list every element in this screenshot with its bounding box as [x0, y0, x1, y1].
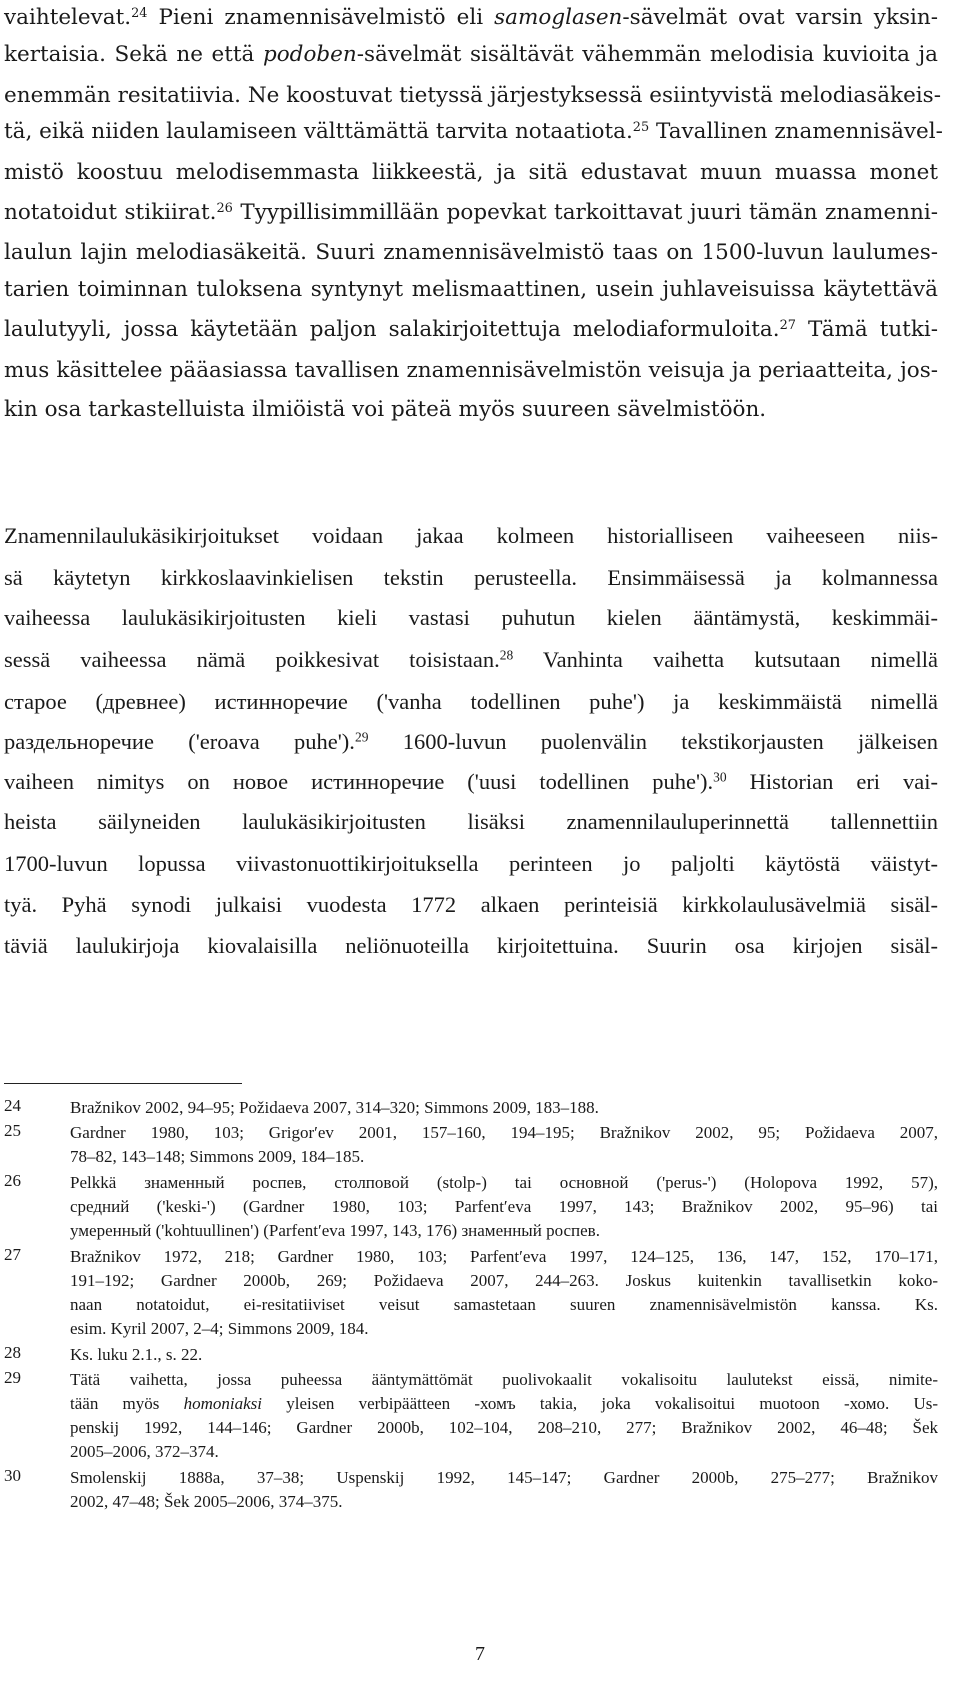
footnote-number: 28 — [4, 1343, 21, 1362]
text-run: Pelkkä знаменный роспев, столповой (stolp-) tai основной ('perus-') (Holopova 1992, 57), — [70, 1173, 938, 1192]
footnote-reference: 30 — [713, 769, 727, 785]
text-run: Bražnikov 1972, 218; Gardner 1980, 103; Parfentʹeva 1997, 124–125, 136, 147, 152, 170–171, — [70, 1247, 938, 1266]
footnote-line — [70, 1245, 938, 1269]
footnote-line — [70, 1219, 938, 1243]
footnote-reference: 24 — [131, 5, 148, 21]
text-run: -sävelmät sisältävät vähemmän melodisia kuvioita ja — [356, 42, 938, 67]
footnote-line — [70, 1440, 938, 1464]
text-run: Smolenskij 1888a, 37–38; Uspenskij 1992, 145–147; Gardner 2000b, 275–277; Bražnikov — [70, 1468, 938, 1487]
italic-term: homoniaksi — [183, 1394, 262, 1413]
footnote-number: 30 — [4, 1466, 21, 1485]
footnote-line — [70, 1145, 938, 1169]
text-run: kin osa tarkastelluista ilmiöistä voi päteä myös suureen sävelmistöön. — [4, 397, 767, 422]
text-run: Pieni znamennisävelmistö eli — [147, 5, 495, 30]
text-run: 1600-luvun puolenvälin tekstikorjausten jälkeisen — [368, 729, 938, 754]
text-run: tä, eikä niiden laulamiseen välttämättä tarvita notaatiota. — [4, 119, 633, 144]
footnote-reference: 27 — [779, 317, 796, 333]
footnote-number: 25 — [4, 1121, 21, 1140]
text-run: Vanhinta vaihetta kutsutaan nimellä — [513, 647, 938, 672]
text-line — [4, 390, 938, 430]
text-line — [4, 926, 938, 966]
text-line — [4, 682, 938, 722]
footnote-line — [70, 1195, 938, 1219]
footnote-line — [70, 1466, 938, 1490]
text-line — [4, 722, 938, 762]
page-number: 7 — [475, 1643, 485, 1665]
text-line — [4, 112, 943, 152]
text-run: 2005–2006, 372–374. — [70, 1442, 219, 1461]
text-run: heista säilyneiden laulukäsikirjoitusten lisäksi znamennilauluperinnettä tallennettiin — [4, 809, 938, 834]
footnote-line — [70, 1490, 938, 1514]
text-run: Ks. luku 2.1., s. 22. — [70, 1345, 203, 1364]
text-run: 191–192; Gardner 2000b, 269; Požidaeva 2007, 244–263. Joskus kuitenkin tavallisetkin koko- — [70, 1271, 938, 1290]
footnote-line — [70, 1269, 938, 1293]
text-run: mistö koostuu melodisemmasta liikkeestä, ja sitä edustavat muun muassa monet — [4, 160, 938, 185]
text-run: tarien toiminnan tuloksena syntynyt melismaattinen, usein juhlaveisuissa käytettävä — [4, 277, 938, 302]
text-run: vaiheen nimitys on новое истинноречие ('uusi todellinen puhe'). — [4, 769, 714, 794]
text-run: Bražnikov 2002, 94–95; Požidaeva 2007, 314–320; Simmons 2009, 183–188. — [70, 1098, 599, 1117]
footnote-line — [70, 1392, 938, 1416]
footnote-line — [70, 1293, 938, 1317]
text-line — [4, 640, 938, 680]
text-run: yleisen verbipäätteen -хомъ takia, joka vokalisoitui muotoon -хомо. Us- — [262, 1394, 938, 1413]
footnote-line — [70, 1317, 938, 1341]
footnote-line — [70, 1416, 938, 1440]
text-line — [4, 516, 938, 556]
text-line — [4, 193, 938, 233]
text-run: kertaisia. Sekä ne että — [4, 42, 263, 67]
text-run: naan notatoidut, ei-resitatiiviset veisut samastetaan suuren znamennisävelmistön kanssa. Ks. — [70, 1295, 938, 1314]
text-run: 1700-luvun lopussa viivastonuottikirjoituksella perinteen jo paljolti käytöstä väistyt- — [4, 851, 938, 876]
text-run: Tyypillisimmillään popevkat tarkoittavat juuri tämän znamenni- — [232, 200, 938, 225]
text-run: Tätä vaihetta, jossa puheessa ääntymättömät puolivokaalit vokalisoitu laulutekst eissä, nimite- — [70, 1370, 938, 1389]
text-line — [4, 35, 938, 75]
footnote-line — [70, 1096, 938, 1120]
text-line — [4, 233, 938, 273]
text-line — [4, 802, 938, 842]
text-run: раздельноречие ('eroava puhe'). — [4, 729, 355, 754]
text-run: -sävelmät ovat varsin yksin- — [622, 5, 938, 30]
text-run: средний ('keski-') (Gardner 1980, 103; Parfentʹeva 1997, 143; Bražnikov 2002, 95–96) tai — [70, 1197, 938, 1216]
footnote-number: 24 — [4, 1096, 21, 1115]
text-line — [4, 76, 941, 116]
footnote-reference: 25 — [632, 119, 650, 135]
footnote-line — [70, 1343, 938, 1367]
footnote-reference: 28 — [499, 647, 514, 663]
text-run: Gardner 1980, 103; Grigorʹev 2001, 157–160, 194–195; Bražnikov 2002, 95; Požidaeva 2007, — [70, 1123, 938, 1142]
text-line — [4, 310, 938, 350]
text-line — [4, 844, 938, 884]
text-line — [4, 558, 938, 598]
text-run: vaiheessa laulukäsikirjoitusten kieli vastasi puhutun kielen ääntämystä, keskimmäi- — [4, 605, 938, 630]
text-run: 2002, 47–48; Šek 2005–2006, 374–375. — [70, 1492, 343, 1511]
text-run: умеренный ('kohtuullinen') (Parfentʹeva 1997, 143, 176) знаменный роспев. — [70, 1221, 600, 1240]
text-run: sä käytetyn kirkkoslaavinkielisen tekstin perusteella. Ensimmäisessä ja kolmannessa — [4, 565, 938, 590]
text-run: enemmän resitatiivia. Ne koostuvat tietyssä järjestyksessä esiintyvistä melodiasäkeis- — [4, 83, 941, 108]
text-run: 78–82, 143–148; Simmons 2009, 184–185. — [70, 1147, 365, 1166]
text-run: tyä. Pyhä synodi julkaisi vuodesta 1772 alkaen perinteisiä kirkkolaulusävelmiä sisäl- — [4, 892, 938, 917]
footnote-number: 27 — [4, 1245, 21, 1264]
text-run: esim. Kyril 2007, 2–4; Simmons 2009, 184. — [70, 1319, 369, 1338]
footnote-reference: 26 — [216, 200, 233, 216]
text-line — [4, 598, 938, 638]
text-run: Znamennilaulukäsikirjoitukset voidaan jakaa kolmeen historialliseen vaiheeseen niis- — [4, 523, 938, 548]
footnote-line — [70, 1121, 938, 1145]
text-run: vaihtelevat. — [4, 5, 132, 30]
text-line — [4, 351, 938, 391]
text-run: täviä laulukirjoja kiovalaisilla neliönuoteilla kirjoitettuina. Suurin osa kirjojen sisäl- — [4, 933, 938, 958]
text-line — [4, 885, 938, 925]
footnote-number: 29 — [4, 1368, 21, 1387]
text-run: penskij 1992, 144–146; Gardner 2000b, 102–104, 208–210, 277; Bražnikov 2002, 46–48; Šek — [70, 1418, 938, 1437]
text-run: notatoidut stikiirat. — [4, 200, 217, 225]
footnote-line — [70, 1171, 938, 1195]
text-line — [4, 270, 938, 310]
text-line — [4, 762, 938, 802]
footnote-reference: 29 — [354, 729, 369, 745]
text-run: laulun lajin melodiasäkeitä. Suuri znamennisävelmistö taas on 1500-luvun laulumes- — [4, 240, 938, 265]
footnote-line — [70, 1368, 938, 1392]
footnote-number: 26 — [4, 1171, 21, 1190]
footnote-separator — [4, 1083, 242, 1084]
text-run: mus käsittelee pääasiassa tavallisen znamennisävelmistön veisuja ja periaatteita, jos- — [4, 358, 938, 383]
text-line — [4, 0, 938, 38]
text-run: laulutyyli, jossa käytetään paljon salakirjoitettuja melodiaformuloita. — [4, 317, 780, 342]
italic-term: samoglasen — [494, 5, 623, 30]
text-run: tään myös — [70, 1394, 184, 1413]
text-run: sessä vaiheessa nämä poikkesivat toisistaan. — [4, 647, 500, 672]
italic-term: podoben — [262, 42, 357, 67]
text-run: Tämä tutki- — [795, 317, 938, 342]
text-run: Tavallinen znamennisävel- — [649, 119, 943, 144]
text-line — [4, 153, 938, 193]
text-run: старое (древнее) истинноречие ('vanha todellinen puhe') ja keskimmäistä nimellä — [4, 689, 938, 714]
text-run: Historian eri vai- — [726, 769, 939, 794]
